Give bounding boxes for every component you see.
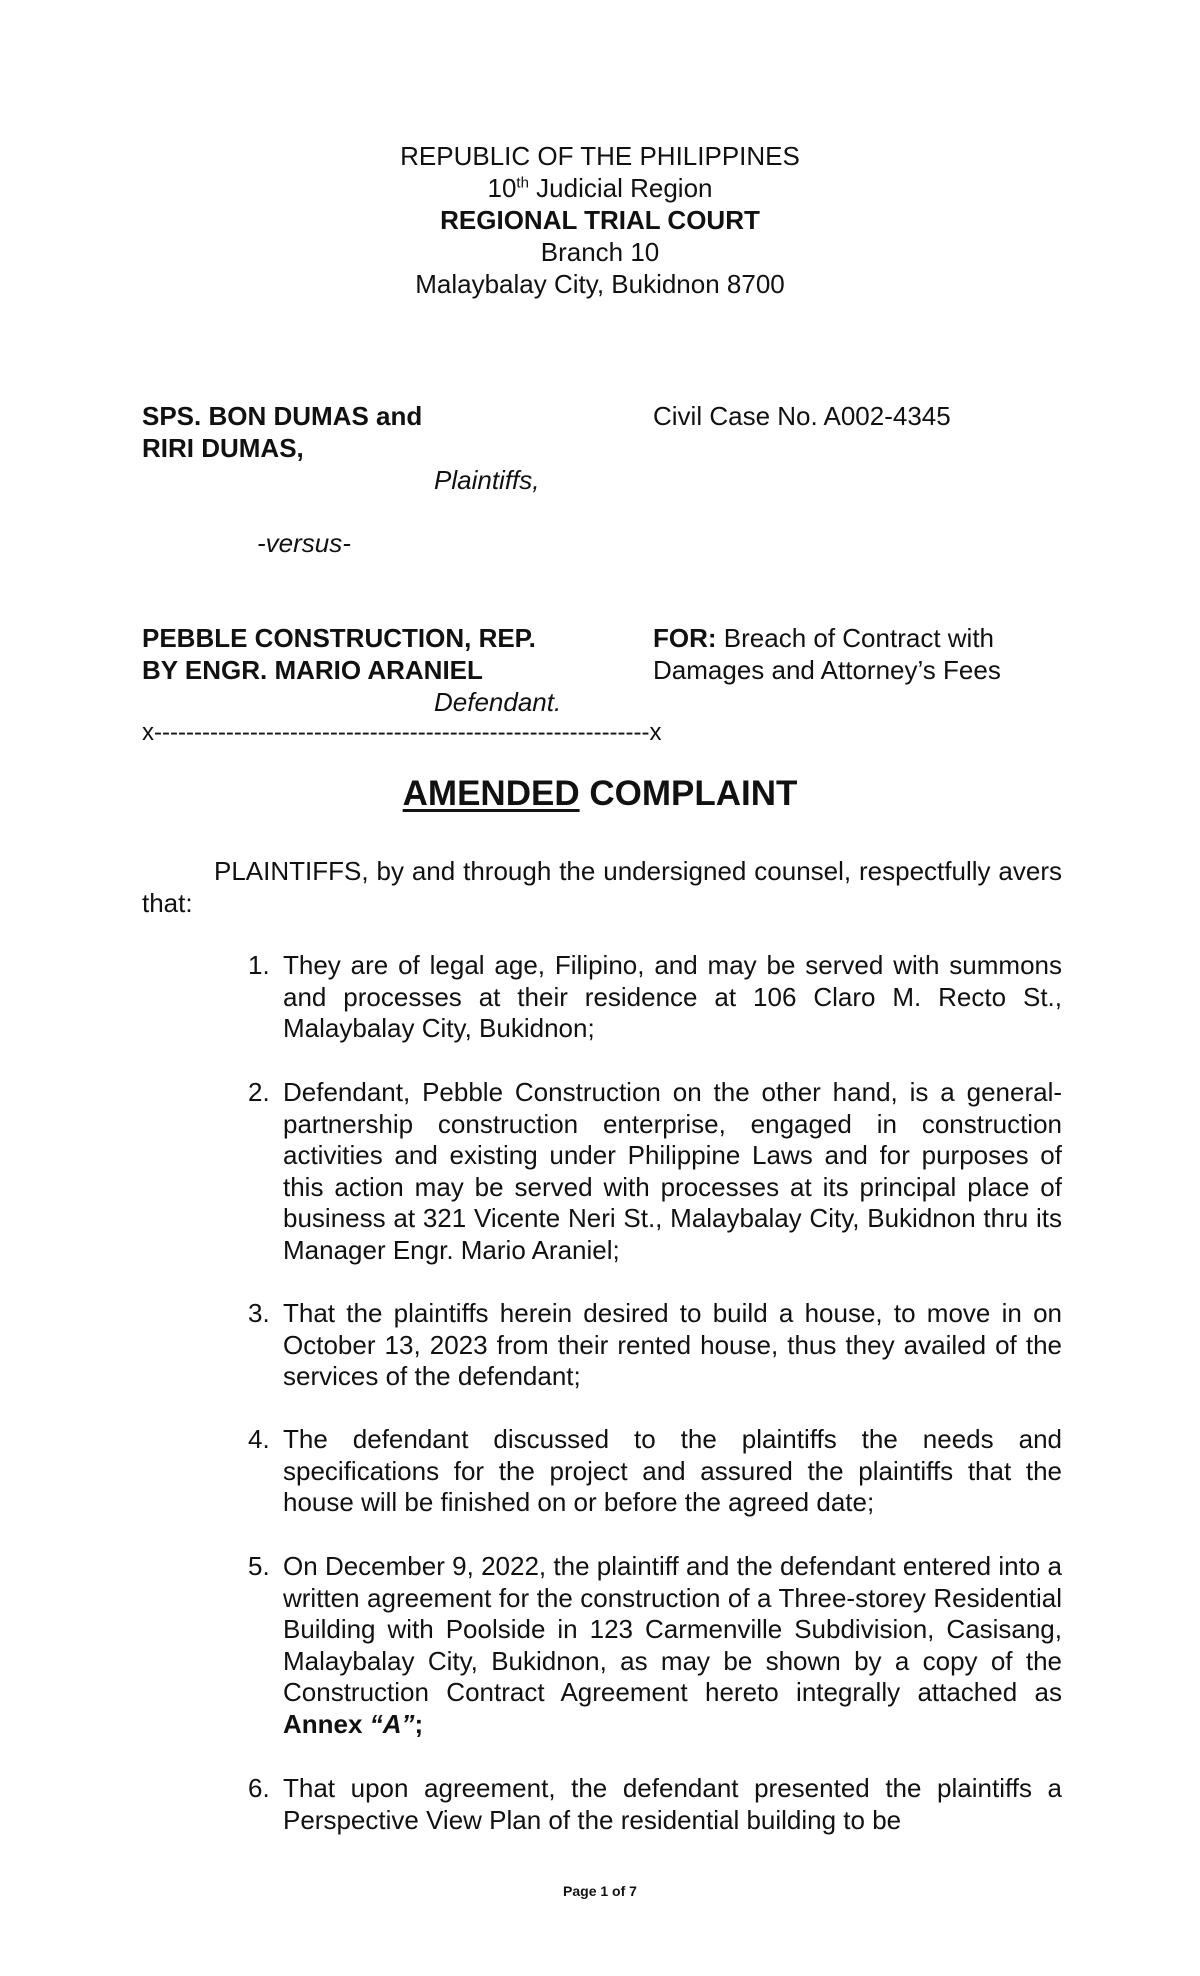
page-number: Page 1 of 7 xyxy=(563,1883,637,1899)
for-line2: Damages and Attorney’s Fees xyxy=(653,655,1001,685)
plaintiffs-name-line2: RIRI DUMAS, xyxy=(142,433,304,463)
intro-paragraph: PLAINTIFFS, by and through the undersigned counsel, respectfully avers that: xyxy=(142,856,1062,918)
item-body: On December 9, 2022, the plaintiff and the defendant entered into a written agreement for the construction of a Three-storey Residential Building with Poolside in 123 Carmenville Subdivision, Casisang, Malaybalay City, Bukidnon, as may be shown by a copy of the Construction Contract Agreement hereto integrally attached as xyxy=(283,1551,1062,1708)
item-text: The defendant discussed to the plaintiffs the needs and specifications for the project and assured the plaintiffs that the house will be finished on or before the agreed date; xyxy=(283,1424,1062,1518)
for-label: FOR: xyxy=(653,623,717,653)
defendant-block xyxy=(142,622,602,718)
item-text xyxy=(283,1551,1062,1741)
court-city: Malaybalay City, Bukidnon 8700 xyxy=(415,269,785,299)
annex-letter: “A” xyxy=(362,1708,415,1739)
defendant-name-line1: PEBBLE CONSTRUCTION, REP. xyxy=(142,623,536,653)
nature-of-action xyxy=(653,622,1073,686)
plaintiffs-name-line1: SPS. BON DUMAS and xyxy=(142,401,423,431)
annex-end: ; xyxy=(414,1708,424,1739)
plaintiffs-block xyxy=(142,400,602,496)
item-number: 6. xyxy=(248,1773,270,1803)
for-line1: Breach of Contract with xyxy=(716,623,995,653)
country-name: REPUBLIC OF THE PHILIPPINES xyxy=(400,141,800,171)
item-number: 5. xyxy=(248,1551,270,1581)
title-rest: COMPLAINT xyxy=(579,774,798,813)
item-text: Defendant, Pebble Construction on the other hand, is a general-partnership construction enterprise, engaged in construction activities and existing under Philippine Laws and for purposes of this action may be served with processes at its principal place of business at 321 Vicente Neri St., Malaybalay City, Bukidnon thru its Manager Engr. Mario Araniel; xyxy=(283,1077,1062,1265)
item-text: That the plaintiffs herein desired to build a house, to move in on October 13, 2023 from their rented house, thus they availed of the services of the defendant; xyxy=(283,1298,1062,1392)
item-number: 2. xyxy=(248,1077,270,1107)
item-number: 4. xyxy=(248,1424,270,1454)
item-text: That upon agreement, the defendant presented the plaintiffs a Perspective View Plan of the residential building to be xyxy=(283,1773,1062,1835)
versus-label: -versus- xyxy=(257,528,351,558)
branch: Branch 10 xyxy=(540,237,660,267)
case-number: Civil Case No. A002-4345 xyxy=(653,401,951,431)
court-name: REGIONAL TRIAL COURT xyxy=(440,205,760,235)
item-number: 3. xyxy=(248,1298,270,1328)
judicial-region: 10th Judicial Region xyxy=(487,173,713,203)
defendant-name-line2: BY ENGR. MARIO ARANIEL xyxy=(142,655,483,685)
title-underlined: AMENDED xyxy=(402,774,580,813)
defendant-role: Defendant. xyxy=(434,687,562,717)
annex-label: Annex xyxy=(283,1708,363,1739)
caption-separator: x--------------------------------------------------------------x xyxy=(142,719,662,746)
court-header xyxy=(0,140,1200,300)
plaintiffs-role: Plaintiffs, xyxy=(434,465,540,495)
document-title xyxy=(0,774,1200,814)
item-text: They are of legal age, Filipino, and may be served with summons and processes at their residence at 106 Claro M. Recto St., Malaybalay City, Bukidnon; xyxy=(283,950,1062,1044)
item-number: 1. xyxy=(248,950,270,980)
